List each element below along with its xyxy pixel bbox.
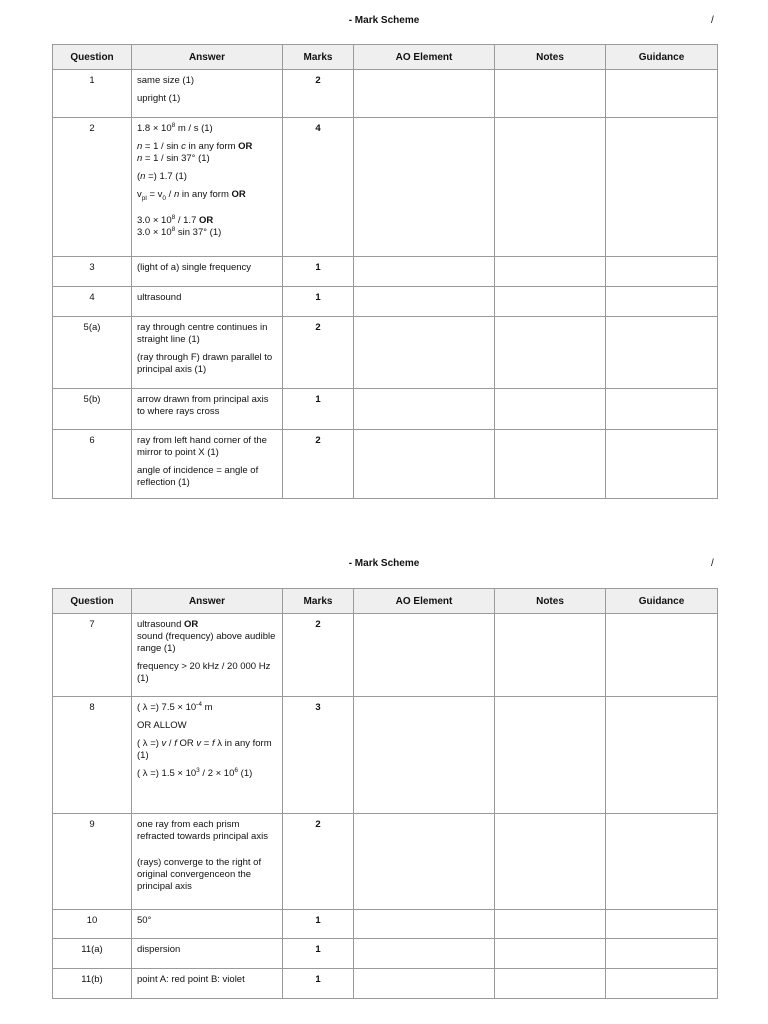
marks-value: 1 xyxy=(283,257,354,287)
column-header-question: Question xyxy=(53,45,132,70)
answer-line: angle of incidence = angle of reflection (1) xyxy=(137,465,259,488)
notes-cell xyxy=(495,697,606,814)
question-number: 11(b) xyxy=(53,969,132,999)
column-header-marks: Marks xyxy=(283,589,354,614)
answer-line: (ray through F) drawn parallel to principal axis (1) xyxy=(137,352,273,375)
marks-value: 2 xyxy=(283,814,354,910)
marks-value: 1 xyxy=(283,287,354,317)
guidance-cell xyxy=(606,389,718,430)
answer-cell xyxy=(132,814,283,910)
page-header xyxy=(0,558,768,572)
question-number: 7 xyxy=(53,614,132,697)
guidance-cell xyxy=(606,697,718,814)
guidance-cell xyxy=(606,317,718,389)
guidance-cell xyxy=(606,118,718,257)
answer-cell xyxy=(132,614,283,697)
answer-line: ultrasound xyxy=(137,292,182,303)
ao-element-cell xyxy=(354,939,495,969)
marks-value: 2 xyxy=(283,430,354,499)
question-number: 8 xyxy=(53,697,132,814)
notes-cell xyxy=(495,614,606,697)
marks-value: 4 xyxy=(283,118,354,257)
table-row xyxy=(53,70,718,118)
answer-cell xyxy=(132,317,283,389)
answer-line: dispersion xyxy=(137,944,181,955)
column-header-guidance: Guidance xyxy=(606,589,718,614)
marks-value: 1 xyxy=(283,969,354,999)
answer-line: ray from left hand corner of the mirror to point X (1) xyxy=(137,435,267,458)
notes-cell xyxy=(495,317,606,389)
answer-line: ray through centre continues in straight line (1) xyxy=(137,322,268,345)
ao-element-cell xyxy=(354,389,495,430)
notes-cell xyxy=(495,910,606,939)
notes-cell xyxy=(495,287,606,317)
question-number: 5(b) xyxy=(53,389,132,430)
answer-line: n = 1 / sin 37° (1) xyxy=(137,153,210,164)
answer-line: (light of a) single frequency xyxy=(137,262,252,273)
ao-element-cell xyxy=(354,317,495,389)
column-header-marks: Marks xyxy=(283,45,354,70)
answer-line: frequency > 20 kHz / 20 000 Hz (1) xyxy=(137,661,271,684)
answer-line: $v_{pl} = v_0 / n$ in any form OR xyxy=(137,189,246,202)
question-number: 11(a) xyxy=(53,939,132,969)
marks-value: 1 xyxy=(283,389,354,430)
answer-line: arrow drawn from principal axis to where rays cross xyxy=(137,394,269,417)
question-number: 1 xyxy=(53,70,132,118)
answer-cell xyxy=(132,939,283,969)
notes-cell xyxy=(495,389,606,430)
table-row xyxy=(53,118,718,257)
table-row xyxy=(53,317,718,389)
question-number: 3 xyxy=(53,257,132,287)
marks-value: 1 xyxy=(283,939,354,969)
table-row xyxy=(53,814,718,910)
guidance-cell xyxy=(606,614,718,697)
guidance-cell xyxy=(606,430,718,499)
answer-line: one ray from each prism refracted towards principal axis xyxy=(137,819,268,842)
table-header-row xyxy=(53,45,718,70)
notes-cell xyxy=(495,814,606,910)
ao-element-cell xyxy=(354,287,495,317)
ao-element-cell xyxy=(354,118,495,257)
answer-line: sound (frequency) above audible range (1) xyxy=(137,631,276,654)
ao-element-cell xyxy=(354,614,495,697)
answer-cell xyxy=(132,910,283,939)
answer-cell xyxy=(132,70,283,118)
answer-cell xyxy=(132,118,283,257)
marks-value: 2 xyxy=(283,317,354,389)
mark-scheme-table xyxy=(52,44,718,499)
ao-element-cell xyxy=(354,969,495,999)
mark-scheme-table xyxy=(52,588,718,999)
table-row xyxy=(53,257,718,287)
guidance-cell xyxy=(606,287,718,317)
answer-line: ( λ =) $7.5 \times 10^{-4}$ m xyxy=(137,700,213,713)
answer-cell xyxy=(132,389,283,430)
question-number: 2 xyxy=(53,118,132,257)
answer-cell xyxy=(132,257,283,287)
ao-element-cell xyxy=(354,814,495,910)
notes-cell xyxy=(495,257,606,287)
answer-cell xyxy=(132,969,283,999)
marks-value: 1 xyxy=(283,910,354,939)
answer-line: $1.8 \times 10^8$ m / s (1) xyxy=(137,121,213,134)
answer-line: point A: red point B: violet xyxy=(137,974,245,985)
table-row xyxy=(53,910,718,939)
guidance-cell xyxy=(606,969,718,999)
question-number: 4 xyxy=(53,287,132,317)
notes-cell xyxy=(495,118,606,257)
ao-element-cell xyxy=(354,430,495,499)
answer-line: $3.0 \times 10^8$ sin 37° (1) xyxy=(137,225,222,238)
column-header-notes: Notes xyxy=(495,45,606,70)
question-number: 10 xyxy=(53,910,132,939)
question-number: 9 xyxy=(53,814,132,910)
answer-line: (n =) 1.7 (1) xyxy=(137,171,187,182)
table-header-row xyxy=(53,589,718,614)
column-header-answer: Answer xyxy=(132,589,283,614)
answer-cell xyxy=(132,697,283,814)
column-header-guidance: Guidance xyxy=(606,45,718,70)
notes-cell xyxy=(495,969,606,999)
page-header-slash: / xyxy=(711,15,714,26)
ao-element-cell xyxy=(354,70,495,118)
notes-cell xyxy=(495,430,606,499)
marks-value: 2 xyxy=(283,70,354,118)
answer-line: ( λ =) $1.5 \times 10^3 / 2 \times 10^6$ (1) xyxy=(137,766,253,779)
answer-line: n = 1 / sin c in any form OR xyxy=(137,141,253,152)
ao-element-cell xyxy=(354,697,495,814)
guidance-cell xyxy=(606,257,718,287)
ao-element-cell xyxy=(354,910,495,939)
column-header-question: Question xyxy=(53,589,132,614)
column-header-answer: Answer xyxy=(132,45,283,70)
marks-value: 2 xyxy=(283,614,354,697)
table-row xyxy=(53,697,718,814)
question-number: 5(a) xyxy=(53,317,132,389)
page-header-slash: / xyxy=(711,558,714,569)
page-title: - Mark Scheme xyxy=(348,558,420,569)
ao-element-cell xyxy=(354,257,495,287)
table-row xyxy=(53,614,718,697)
answer-line: $3.0 \times 10^8 / 1.7$ OR xyxy=(137,213,214,226)
answer-line: (rays) converge to the right of original convergenceon the principal axis xyxy=(137,857,262,892)
answer-cell xyxy=(132,430,283,499)
page-header xyxy=(0,15,768,29)
answer-line: same size (1) xyxy=(137,75,195,86)
answer-cell xyxy=(132,287,283,317)
answer-line: OR ALLOW xyxy=(137,720,187,731)
table-row xyxy=(53,389,718,430)
guidance-cell xyxy=(606,814,718,910)
page-title: - Mark Scheme xyxy=(348,15,420,26)
answer-line: ( λ =) v / f OR v = f λ in any form (1) xyxy=(137,738,272,761)
guidance-cell xyxy=(606,70,718,118)
column-header-ao-element: AO Element xyxy=(354,589,495,614)
table-row xyxy=(53,430,718,499)
guidance-cell xyxy=(606,910,718,939)
answer-line: ultrasound OR xyxy=(137,619,199,630)
notes-cell xyxy=(495,939,606,969)
marks-value: 3 xyxy=(283,697,354,814)
column-header-notes: Notes xyxy=(495,589,606,614)
answer-line: 50° xyxy=(137,915,152,926)
table-row xyxy=(53,969,718,999)
table-row xyxy=(53,939,718,969)
answer-line: upright (1) xyxy=(137,93,181,104)
table-row xyxy=(53,287,718,317)
notes-cell xyxy=(495,70,606,118)
column-header-ao-element: AO Element xyxy=(354,45,495,70)
guidance-cell xyxy=(606,939,718,969)
question-number: 6 xyxy=(53,430,132,499)
